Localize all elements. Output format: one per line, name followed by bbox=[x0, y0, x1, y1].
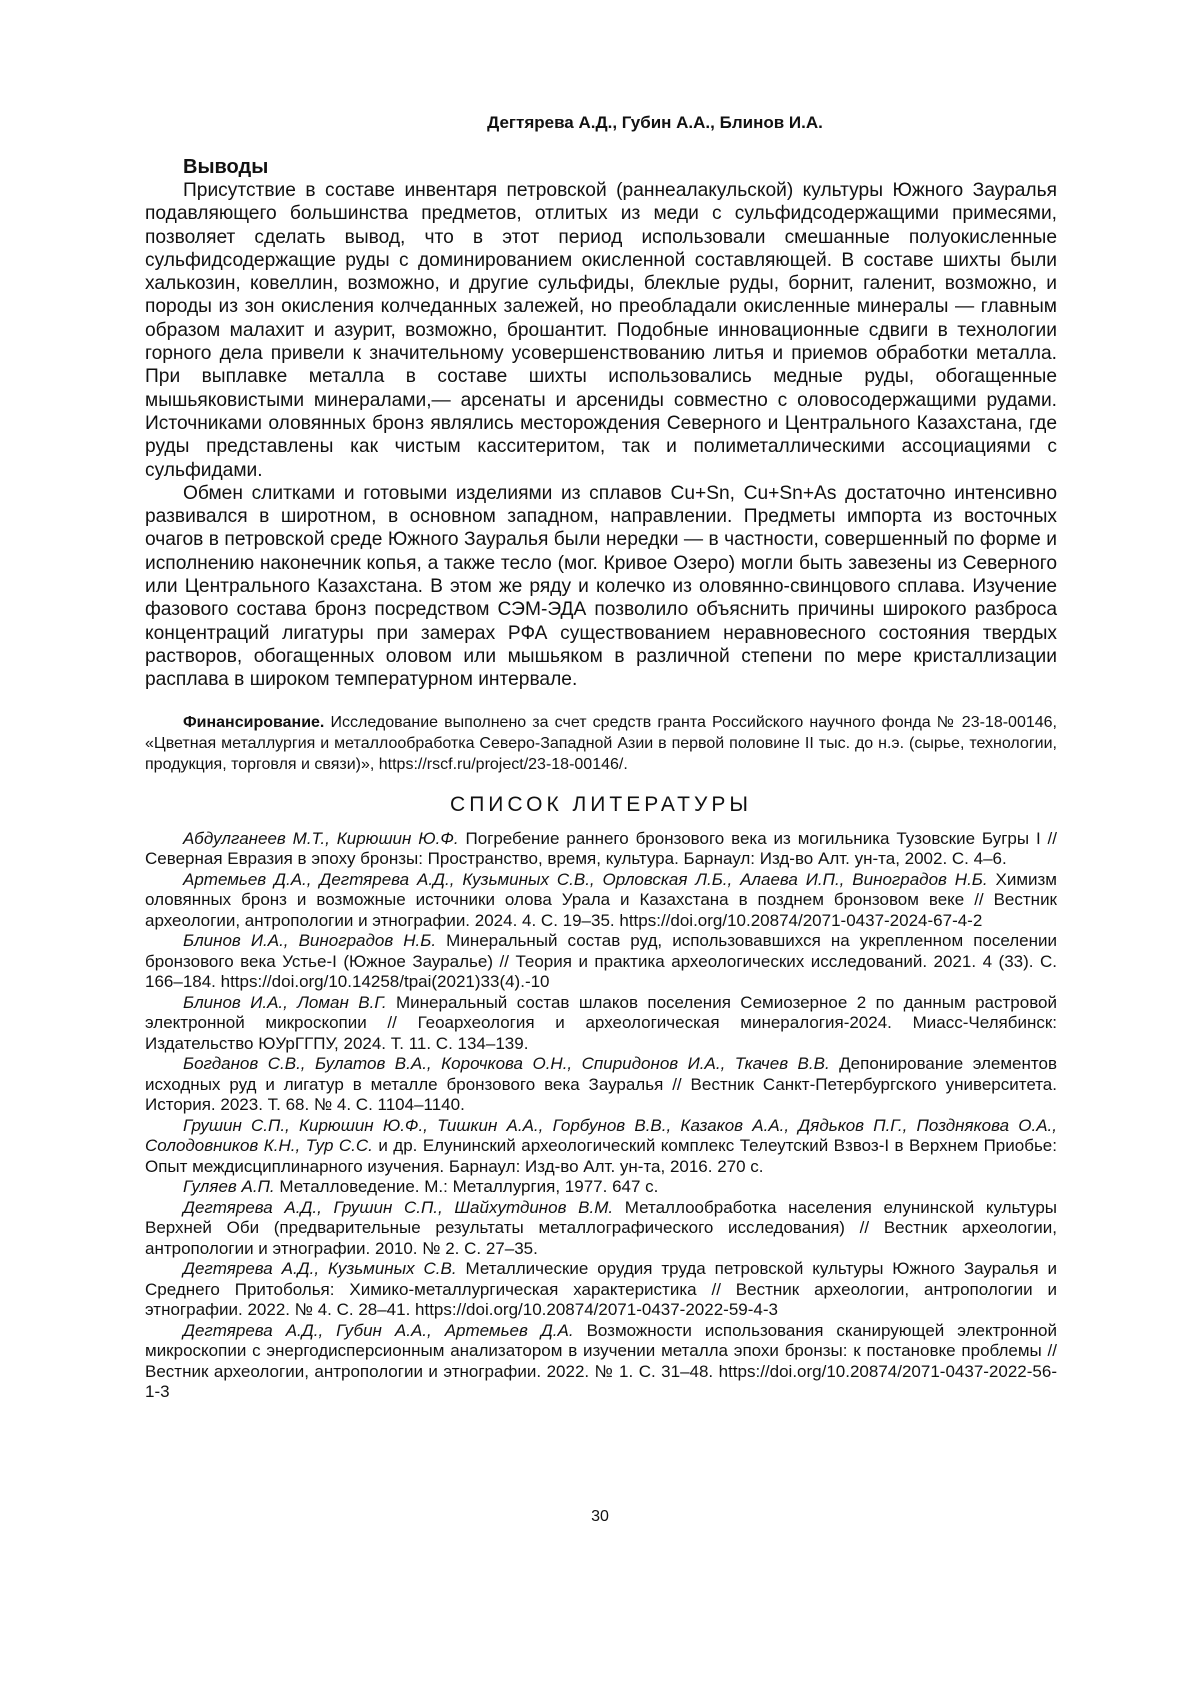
reference-item bbox=[145, 1259, 1057, 1321]
conclusions-paragraph-1: Присутствие в составе инвентаря петровской (раннеалакульской) культуры Южного Зауралья подавляющего большинства предметов, отлитых из меди с сульфидсодержащими примесями, позволяет сделать вывод, что в этот период использовали смешанные полуокисленные сульфидсодержащие руды с доминированием окисленной составляющей. В составе шихты были халькозин, ковеллин, возможно, и другие сульфиды, блеклые руды, борнит, галенит, возможно, и породы из зон окисления колчеданных залежей, но преобладали окисленные минералы — главным образом малахит и азурит, возможно, брошантит. Подобные инновационные сдвиги в технологии горного дела привели к значительному усовершенствованию литья и приемов обработки металла. При выплавке металла в составе шихты использовались медные руды, обогащенные мышьяковистыми минералами,— арсенаты и арсениды совместно с оловосодержащими рудами. Источниками оловянных бронз являлись месторождения Северного и Центрального Казахстана, где руды представлены как чистым касситеритом, так и полиметаллическими ассоциациями с сульфидами. bbox=[145, 180, 1057, 481]
reference-text: Металловедение. М.: Металлургия, 1977. 647 с. bbox=[279, 1177, 659, 1197]
reference-text: Металлические орудия труда петровской культуры Южного Зауралья и Среднего Притоболья: Химико-металлургическая характеристика // Вестник археологии, антропологии и этнографии. 2022. № 4. С. 28–41. https://doi.org/10.20874/2071-0437-2022-59-4-3 bbox=[145, 1259, 1057, 1320]
reference-item bbox=[145, 1054, 1057, 1116]
reference-item bbox=[145, 870, 1057, 932]
references-heading: СПИСОК ЛИТЕРАТУРЫ bbox=[450, 792, 752, 816]
funding-note bbox=[145, 712, 1057, 775]
reference-authors: Блинов И.А., Виноградов Н.Б. bbox=[183, 931, 437, 951]
funding-label: Финансирование. bbox=[183, 713, 325, 731]
references-list bbox=[145, 829, 1057, 1403]
reference-text: Минеральный состав руд, использовавшихся на укрепленном поселении бронзового века Устье-I (Южное Зауралье) // Теория и практика археологических исследований. 2021. 4 (33). С. 166–184. https://doi.org/10.14258/tpai(2021)33(4).-10 bbox=[145, 931, 1057, 992]
reference-text: Депонирование элементов исходных руд и лигатур в металле бронзового века Зауралья // Вестник Санкт-Петербургского университета. История. 2023. Т. 68. № 4. С. 1104–1140. bbox=[145, 1054, 1057, 1115]
reference-text: Возможности использования сканирующей электронной микроскопии с энергодисперсионным анализатором в изучении металла эпохи бронзы: к постановке проблемы // Вестник археологии, антропологии и этнографии. 2022. № 1. С. 31–48. https://doi.org/10.20874/2071-0437-2022-56-1-3 bbox=[145, 1320, 1057, 1402]
reference-text: Металлообработка населения елунинской культуры Верхней Оби (предварительные результаты металлографического исследования) // Вестник археологии, антропологии и этнографии. 2010. № 2. С. 27–35. bbox=[145, 1197, 1058, 1258]
reference-authors: Артемьев Д.А., Дегтярева А.Д., Кузьминых С.В., Орловская Л.Б., Алаева И.П., Виноградов Н.Б. bbox=[183, 869, 988, 889]
reference-authors: Дегтярева А.Д., Кузьминых С.В. bbox=[183, 1259, 457, 1279]
reference-authors: Абдулганеев М.Т., Кирюшин Ю.Ф. bbox=[183, 828, 459, 848]
reference-text: Химизм оловянных бронз и возможные источники олова Урала и Казахстана в позднем бронзовом веке // Вестник археологии, антропологии и этнографии. 2024. 4. С. 19–35. https://doi.org/10.20874/2071-0437-2024-67-4-2 bbox=[145, 869, 1057, 930]
running-header: Дегтярева А.Д., Губин А.А., Блинов И.А. bbox=[487, 113, 823, 132]
reference-authors: Дегтярева А.Д., Губин А.А., Артемьев Д.А. bbox=[183, 1320, 574, 1340]
reference-item bbox=[145, 931, 1057, 993]
reference-text: Погребение раннего бронзового века из могильника Тузовские Бугры I // Северная Евразия в эпоху бронзы: Пространство, время, культура. Барнаул: Изд-во Алт. ун-та, 2002. С. 4–6. bbox=[145, 828, 1057, 869]
reference-authors: Гуляев А.П. bbox=[183, 1177, 275, 1197]
conclusions-paragraph-2: Обмен слитками и готовыми изделиями из сплавов Cu+Sn, Cu+Sn+As достаточно интенсивно развивался в широтном, в основном западном, направлении. Предметы импорта из восточных очагов в петровской среде Южного Зауралья были нередки — в частности, совершенный по форме и исполнению наконечник копья, а также тесло (мог. Кривое Озеро) могли быть завезены из Северного или Центрального Казахстана. В этом же ряду и колечко из оловянно-свинцового сплава. Изучение фазового состава бронз посредством СЭМ-ЭДА позволило объяснить причины широкого разброса концентраций лигатуры при замерах РФА существованием неравновесного состояния твердых растворов, обогащенных оловом или мышьяком в различной степени по мере кристаллизации расплава в широком температурном интервале. bbox=[145, 482, 1057, 691]
reference-item bbox=[145, 1177, 1057, 1198]
reference-item bbox=[145, 1321, 1057, 1403]
reference-authors: Грушин С.П., Кирюшин Ю.Ф., Тишкин А.А., Горбунов В.В., Казаков А.А., Дядьков П.Г., Позднякова О.А., Солодовников К.Н., Тур С.С. bbox=[145, 1115, 1057, 1156]
reference-authors: Богданов С.В., Булатов В.А., Корочкова О.Н., Спиридонов И.А., Ткачев В.В. bbox=[183, 1054, 830, 1074]
reference-item bbox=[145, 1116, 1057, 1178]
page-number: 30 bbox=[591, 1508, 609, 1525]
reference-text: Минеральный состав шлаков поселения Семиозерное 2 по данным растровой электронной микроскопии // Геоархеология и археологическая минералогия-2024. Миасс-Челябинск: Издательство ЮУрГГПУ, 2024. Т. 11. С. 134–139. bbox=[145, 992, 1057, 1053]
reference-item bbox=[145, 829, 1057, 870]
reference-authors: Блинов И.А., Ломан В.Г. bbox=[183, 992, 387, 1012]
reference-authors: Дегтярева А.Д., Грушин С.П., Шайхутдинов В.М. bbox=[183, 1197, 614, 1217]
conclusions-heading: Выводы bbox=[183, 156, 269, 178]
page-content bbox=[145, 155, 1057, 1403]
funding-text: Исследование выполнено за счет средств гранта Российского научного фонда № 23-18-00146, «Цветная металлургия и металлообработка Северо-Западной Азии в первой половине II тыс. до н.э. (сырье, технологии, продукция, торговля и связи)», https://rscf.ru/project/23-18-00146/. bbox=[145, 713, 1057, 773]
reference-text: и др. Елунинский археологический комплекс Телеутский Взвоз-I в Верхнем Приобье: Опыт междисциплинарного изучения. Барнаул: Изд-во Алт. ун-та, 2016. 270 с. bbox=[145, 1136, 1057, 1176]
reference-item bbox=[145, 993, 1057, 1055]
reference-item bbox=[145, 1198, 1057, 1260]
